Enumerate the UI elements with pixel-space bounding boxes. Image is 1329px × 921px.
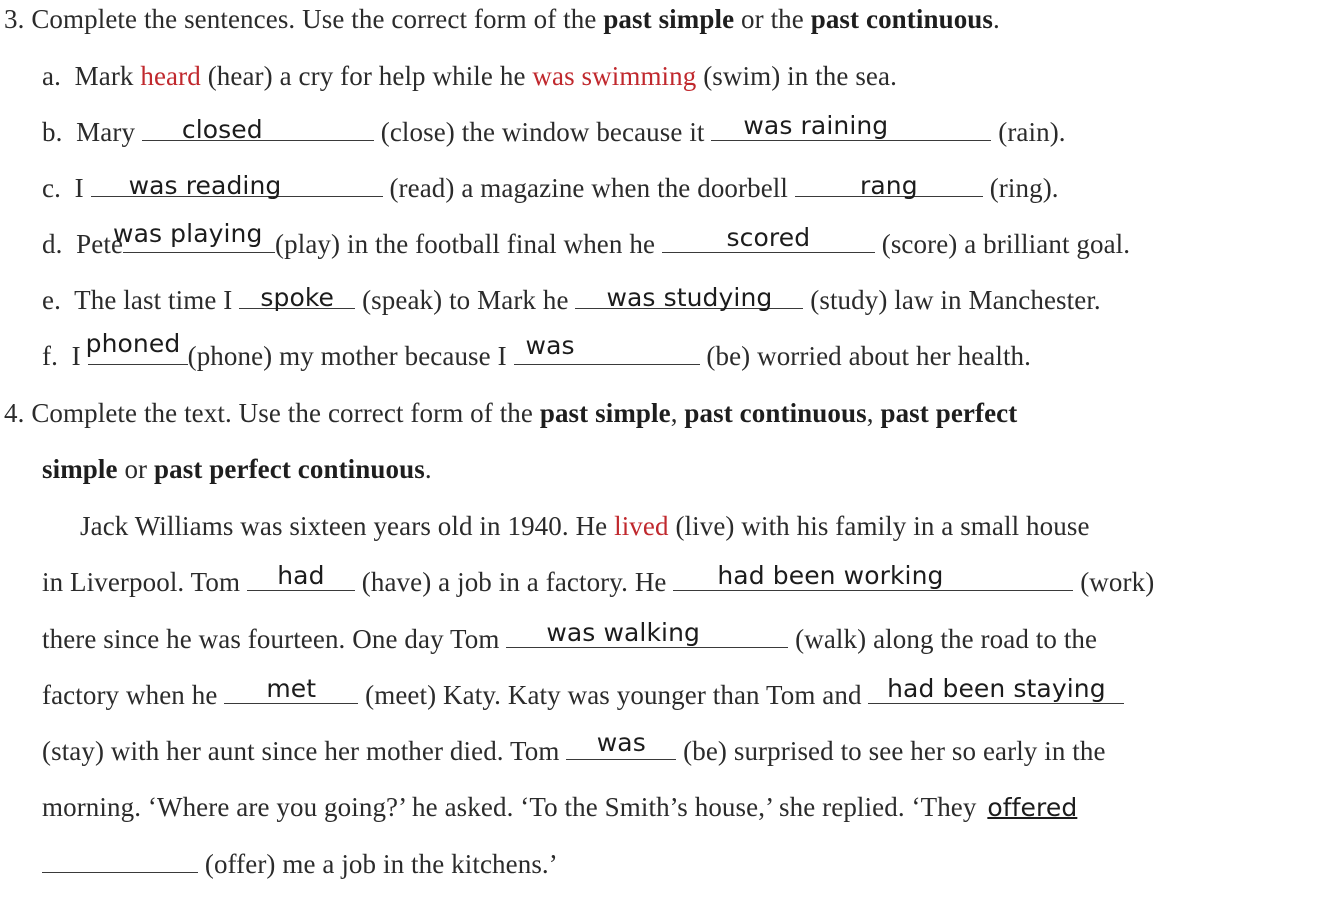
- exercise-4-heading: [4, 398, 1017, 428]
- sentence-text: Mark: [74, 61, 141, 91]
- text: (work): [1073, 567, 1155, 597]
- text: there since he was fourteen. One day Tom: [42, 624, 507, 654]
- sentence-text: I: [74, 173, 91, 203]
- exercise-4-bold-past-perfect: past perfect: [880, 398, 1018, 428]
- handwritten-answer: had: [277, 561, 325, 590]
- example-answer: was swimming: [532, 61, 697, 91]
- text: factory when he: [42, 680, 225, 710]
- handwritten-answer: was reading: [128, 171, 282, 200]
- answer-blank[interactable]: [113, 219, 275, 253]
- exercise-4-bold-simple: simple: [42, 454, 118, 484]
- text-line-7: [42, 849, 558, 879]
- sentence-text: (speak) to Mark he: [355, 285, 576, 315]
- sentence-text: (be) worried about her health.: [699, 341, 1032, 371]
- answer-blank[interactable]: [142, 115, 374, 144]
- answer-blank[interactable]: [224, 674, 358, 704]
- text-line-3: [42, 618, 1098, 654]
- exercise-4-or: or: [117, 454, 155, 484]
- sentence-text: The last time I: [74, 285, 240, 315]
- exercise-3-bold-past-simple: past simple: [603, 4, 735, 34]
- text: (walk) along the road to the: [788, 624, 1098, 654]
- exercise-4-instruction: Complete the text. Use the correct form of the: [31, 398, 540, 428]
- item-label: c.: [42, 173, 61, 203]
- handwritten-answer: phoned: [85, 329, 181, 358]
- answer-blank[interactable]: [983, 793, 1081, 822]
- sentence-text: (play) in the football final when he: [275, 229, 662, 259]
- answer-blank[interactable]: [566, 728, 676, 760]
- answer-blank[interactable]: [506, 618, 788, 648]
- sentence-text: (swim) in the sea.: [696, 61, 897, 91]
- exercise-3-instruction-or: or the: [734, 4, 811, 34]
- text-line-2: [42, 561, 1155, 597]
- answer-blank[interactable]: [239, 283, 355, 312]
- answer-blank[interactable]: [91, 171, 383, 200]
- sentence-text: Pete: [76, 229, 124, 259]
- exercise-4-bold-past-continuous: past continuous: [684, 398, 867, 428]
- text: (stay) with her aunt since her mother died. Tom: [42, 736, 567, 766]
- answer-blank[interactable]: [795, 171, 983, 200]
- item-label: f.: [42, 341, 58, 371]
- example-answer: lived: [614, 511, 669, 541]
- answer-blank[interactable]: [711, 111, 991, 141]
- exercise-4-bold-past-simple: past simple: [539, 398, 671, 428]
- item-label: e.: [42, 285, 61, 315]
- period: .: [424, 454, 432, 484]
- answer-blank[interactable]: [85, 329, 188, 365]
- text: (have) a job in a factory. He: [354, 567, 674, 597]
- answer-blank[interactable]: [42, 850, 198, 873]
- sentence-text: (read) a magazine when the doorbell: [382, 173, 795, 203]
- text-line-5: [42, 728, 1106, 766]
- handwritten-answer: closed: [181, 115, 263, 144]
- handwritten-answer: was playing: [113, 219, 263, 248]
- sentence-text: (phone) my mother because I: [187, 341, 514, 371]
- handwritten-answer: was studying: [606, 283, 773, 312]
- handwritten-answer: was: [596, 728, 646, 757]
- text: morning. ‘Where are you going?’ he asked. ‘To the Smith’s house,’ she replied. ‘They: [42, 792, 984, 822]
- sentence-e: [42, 285, 1101, 315]
- handwritten-answer: met: [266, 674, 317, 703]
- sentence-d: [42, 219, 1131, 259]
- sentence-text: (close) the window because it: [373, 117, 712, 147]
- sentence-text: (hear) a cry for help while he: [200, 61, 533, 91]
- text: (be) surprised to see her so early in the: [676, 736, 1106, 766]
- answer-blank[interactable]: [514, 331, 700, 365]
- sentence-text: (score) a brilliant goal.: [874, 229, 1131, 259]
- text: Jack Williams was sixteen years old in 1940. He: [80, 511, 615, 541]
- sentence-b: [42, 111, 1066, 147]
- exercise-3-period: .: [993, 4, 1000, 34]
- exercise-3-bold-past-continuous: past continuous: [810, 4, 994, 34]
- comma: ,: [670, 398, 685, 428]
- text: in Liverpool. Tom: [42, 567, 247, 597]
- sentence-text: Mary: [76, 117, 142, 147]
- handwritten-answer: was walking: [546, 618, 701, 647]
- sentence-text: (rain).: [991, 117, 1066, 147]
- answer-blank[interactable]: [575, 283, 803, 312]
- handwritten-answer: spoke: [260, 283, 335, 312]
- item-label: d.: [42, 229, 63, 259]
- handwritten-answer: rang: [860, 171, 918, 200]
- sentence-text: (study) law in Manchester.: [803, 285, 1101, 315]
- answer-blank[interactable]: [868, 674, 1124, 704]
- sentence-a: [42, 61, 897, 91]
- handwritten-answer: had been staying: [887, 674, 1106, 703]
- text: (meet) Katy. Katy was younger than Tom and: [358, 680, 869, 710]
- text-line-1: [80, 511, 1090, 541]
- item-label: a.: [42, 61, 61, 91]
- exercise-4-heading-cont: [42, 454, 432, 484]
- handwritten-answer: scored: [726, 223, 811, 252]
- handwritten-answer: was raining: [743, 111, 889, 140]
- exercise-4-number: 4.: [4, 398, 25, 428]
- exercise-4-bold-past-perfect-continuous: past perfect continuous: [154, 454, 425, 484]
- exercise-3-number: 3.: [4, 4, 25, 34]
- handwritten-answer: had been working: [717, 561, 944, 590]
- handwritten-answer: was: [525, 331, 575, 360]
- text: (live) with his family in a small house: [668, 511, 1090, 541]
- exercise-3-heading: [4, 4, 1000, 34]
- sentence-text: (ring).: [982, 173, 1059, 203]
- example-answer: heard: [140, 61, 201, 91]
- sentence-f: [42, 329, 1032, 371]
- answer-blank[interactable]: [673, 561, 1073, 591]
- sentence-c: [42, 173, 1059, 203]
- item-label: b.: [42, 117, 63, 147]
- text-line-4: [42, 674, 1124, 710]
- text: (offer) me a job in the kitchens.’: [198, 849, 558, 879]
- text-line-6: [42, 792, 1081, 822]
- exercise-3-instruction: Complete the sentences. Use the correct form of the: [31, 4, 604, 34]
- comma: ,: [866, 398, 881, 428]
- answer-blank[interactable]: [247, 561, 355, 591]
- answer-blank[interactable]: [662, 223, 875, 253]
- sentence-text: I: [71, 341, 88, 371]
- handwritten-answer: offered: [987, 793, 1078, 822]
